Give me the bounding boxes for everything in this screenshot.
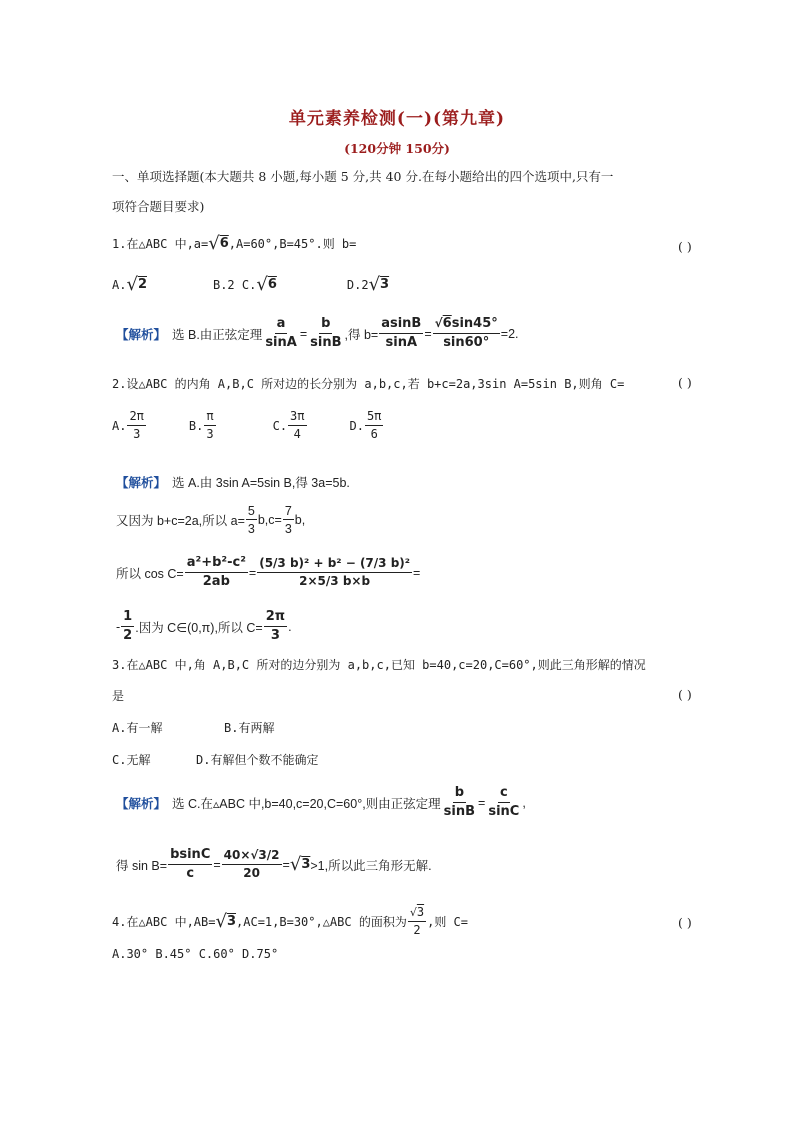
q2-solution-line1 xyxy=(116,473,350,491)
q4-area-fraction: $\frac{√3}{2}$ xyxy=(409,905,425,937)
page-subtitle: (120分钟 150分) xyxy=(344,141,450,156)
q1-fraction-asinb-over-sina: $\frac{asinB}{\sin A}$ xyxy=(381,316,422,350)
q2-solution-line3 xyxy=(116,556,420,590)
section-heading-line1: 一、单项选择题(本大题共 8 小题,每小题 5 分,共 40 分.在每小题给出的四个选项中,只有一 xyxy=(112,169,614,184)
q1-fraction-a-over-sina: $\frac{a}{\sin A}$ xyxy=(265,316,297,350)
q1-solution xyxy=(116,317,519,351)
q1-stem xyxy=(112,233,356,254)
q2-solution-text-2b: b,c= xyxy=(257,513,282,528)
q2-solution-line2 xyxy=(116,504,305,537)
q3-solution-text-2end: >1,所以此三角形无解. xyxy=(310,858,432,873)
q2-option-d-label: D. xyxy=(349,418,364,433)
sqrt-icon: √ xyxy=(368,274,381,295)
equals-sign: = xyxy=(282,857,290,872)
q2-answer-paren: ( ) xyxy=(678,375,692,390)
q2-options xyxy=(112,410,384,442)
q3-option-d: D.有解但个数不能确定 xyxy=(196,753,319,767)
sqrt-icon: √ xyxy=(126,274,138,295)
q2-fraction-1-2: $\frac{1}{2}$ xyxy=(123,609,133,643)
q1-answer-paren: ( ) xyxy=(678,239,692,254)
q4-answer-paren: ( ) xyxy=(678,915,692,930)
q2-solution-text-2a: 又因为 b+c=2a,所以 a= xyxy=(116,514,245,529)
q3-answer-paren: ( ) xyxy=(678,687,692,702)
q2-solution-text-3a: 所以 cos C= xyxy=(116,566,184,581)
q3-solution-line1 xyxy=(116,786,526,820)
q3-option-b: B.有两解 xyxy=(224,721,275,735)
q2-solution-text-4end: . xyxy=(288,619,292,634)
q2-cos-fraction: $\frac{\text{a²+b²-c²}}{2ab}$ xyxy=(186,555,246,589)
q2-minus-sign: - xyxy=(116,619,121,634)
q4-stem-text-a: 4.在△ABC 中,AB= xyxy=(112,915,216,930)
q3-radicand: 3 xyxy=(301,857,311,873)
q2-option-b-fraction: $\frac{\pi}{3}$ xyxy=(206,409,214,441)
q2-fraction-7-3: $\frac{7}{3}$ xyxy=(284,504,292,537)
q2-option-c-label: C. xyxy=(272,418,288,433)
q4-options: A.30° B.45° C.60° D.75° xyxy=(112,947,279,961)
analysis-tag: 【解析】 xyxy=(116,326,167,342)
q1-stem-text-a: 1.在△ABC 中,a= xyxy=(112,237,209,251)
sqrt-icon: √ xyxy=(208,233,220,254)
q1-option-bc-label: B.2 C. xyxy=(212,277,257,292)
q2-fraction-2pi-3: $\frac{2\pi}{3}$ xyxy=(265,609,286,643)
q1-option-a-value: 2 xyxy=(137,277,147,292)
equals-sign: = xyxy=(424,326,432,341)
q1-option-a-label: A. xyxy=(112,277,127,292)
q2-option-a-label: A. xyxy=(112,418,127,433)
q1-fraction-numeric: $\frac{√6\sin 45^\circ}{\sin 60^\circ}$ xyxy=(434,316,498,350)
equals-sign: = xyxy=(299,326,308,341)
q4-stem-radicand: 3 xyxy=(226,914,237,930)
q1-options xyxy=(112,274,389,295)
section-heading-line2: 项符合题目要求) xyxy=(112,199,205,214)
q3-fraction-c-over-sinc: $\frac{c}{\sin C}$ xyxy=(488,785,520,819)
q3-stem-line1: 3.在△ABC 中,角 A,B,C 所对的边分别为 a,b,c,已知 b=40,c=20,C=60°,则此三角形解的情况 xyxy=(112,658,646,672)
q2-stem: 2.设△ABC 的内角 A,B,C 所对边的长分别为 a,b,c,若 b+c=2a,3sin A=5sin B,则角 C= xyxy=(112,377,625,391)
q1-stem-text-c: ,A=60°,B=45°.则 b= xyxy=(228,237,357,251)
page-title: 单元素养检测(一)(第九章) xyxy=(288,109,506,129)
q1-option-d-label: D.2 xyxy=(346,277,369,292)
q1-option-d-value: 3 xyxy=(380,277,390,292)
q1-stem-radicand: 6 xyxy=(219,236,229,251)
q2-option-d-fraction: $\frac{5\pi}{6}$ xyxy=(366,409,382,441)
q2-solution-text-1: 选 A.由 3sin A=5sin B,得 3a=5b. xyxy=(172,476,350,490)
q2-option-b-label: B. xyxy=(188,418,204,433)
analysis-tag: 【解析】 xyxy=(116,475,167,490)
q3-solution-text-1end: , xyxy=(522,795,526,810)
q2-fraction-5-3: $\frac{5}{3}$ xyxy=(247,504,255,537)
q2-solution-text-2c: b, xyxy=(294,513,306,528)
equals-sign: = xyxy=(248,565,257,580)
q1-solution-text-b: ,得 b= xyxy=(344,327,379,342)
q3-option-c: C.无解 xyxy=(112,753,151,767)
q1-option-c-value: 6 xyxy=(267,277,277,292)
q3-solution-text-2a: 得 sin B= xyxy=(116,858,168,873)
q1-solution-text-a: 选 B.由正弦定理 xyxy=(172,327,263,342)
q3-fraction-bsinc-over-c: $\frac{bsinC}{c}$ xyxy=(170,847,211,881)
sqrt-icon: √ xyxy=(289,854,302,876)
equals-sign: = xyxy=(213,857,221,872)
q2-solution-text-3end: = xyxy=(413,565,421,580)
q3-solution-text-1a: 选 C.在▵ABC 中,b=40,c=20,C=60°,则由正弦定理 xyxy=(172,796,441,811)
q3-stem-line2: 是 xyxy=(112,689,125,703)
sqrt-icon: √ xyxy=(256,274,268,295)
q2-option-c-fraction: $\frac{3\pi}{4}$ xyxy=(290,409,305,441)
q1-solution-end: =2. xyxy=(500,326,519,341)
q4-stem xyxy=(112,906,468,938)
q2-cos-fraction-numeric: $\frac{\text{(5/3 b)² + b² − (7/3 b)²}}{2\times 5/3 b\times b}$ xyxy=(259,556,411,588)
q3-fraction-numeric: $\frac{40\times√3/2}{20}$ xyxy=(223,848,280,880)
q1-fraction-b-over-sinb: $\frac{b}{\sin B}$ xyxy=(310,316,342,350)
analysis-tag: 【解析】 xyxy=(116,795,167,811)
q3-solution-line2 xyxy=(116,848,432,882)
q3-option-a: A.有一解 xyxy=(112,721,163,735)
equals-sign: = xyxy=(478,795,486,810)
q2-solution-text-4b: .因为 C∈(0,π),所以 C= xyxy=(135,620,263,635)
q4-stem-text-c: ,则 C= xyxy=(427,915,468,930)
q3-fraction-b-over-sinb: $\frac{b}{\sin B}$ xyxy=(443,785,476,819)
q2-solution-line4 xyxy=(116,610,292,644)
sqrt-icon: √ xyxy=(215,911,227,933)
q4-stem-text-b: ,AC=1,B=30°,△ABC 的面积为 xyxy=(236,915,407,930)
q2-option-a-fraction: $\frac{2\pi}{3}$ xyxy=(129,409,144,441)
